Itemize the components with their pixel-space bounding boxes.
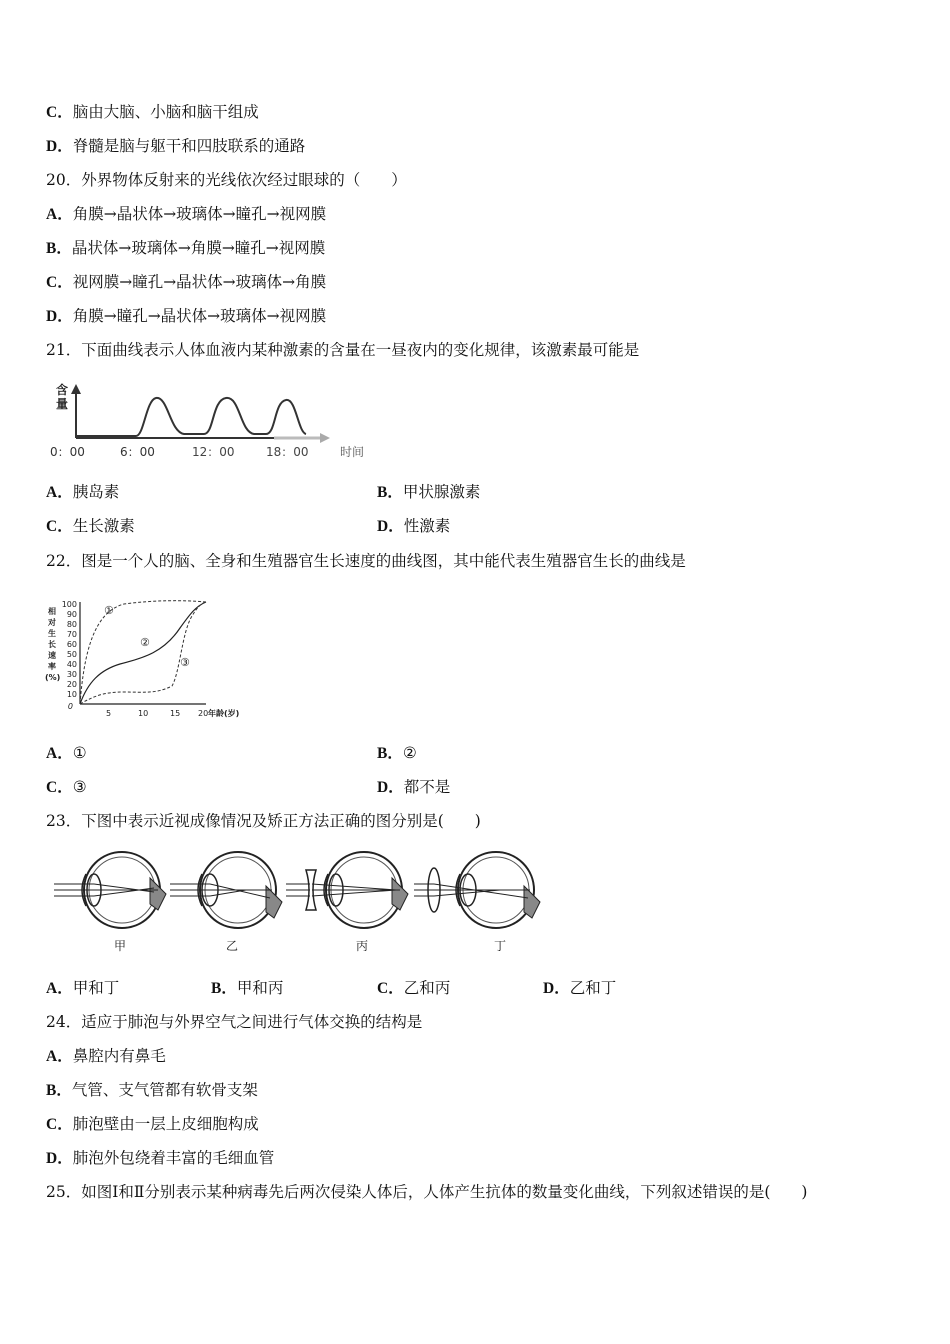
q21-option-d: D．性激素 bbox=[377, 517, 451, 535]
q22-ylabel-char: (%) bbox=[45, 673, 61, 682]
q23-option-a: A．甲和丁 bbox=[46, 979, 120, 997]
q22-option-d: D．都不是 bbox=[377, 778, 451, 796]
q25-stem: 25．如图Ⅰ和Ⅱ分别表示某种病毒先后两次侵染人体后，人体产生抗体的数量变化曲线，下列叙述错误的是( ) bbox=[46, 1183, 808, 1201]
q21-tick-6: 6：00 bbox=[120, 445, 155, 459]
q22-ylabel-char: 相 bbox=[48, 607, 56, 616]
q24-option-a: A．鼻腔内有鼻毛 bbox=[46, 1047, 166, 1065]
q22-xtick: 10 bbox=[138, 709, 149, 718]
q22-ytick: 10 bbox=[66, 690, 77, 699]
q22-curve-1-brain bbox=[80, 601, 206, 704]
q22-xtick: 5 bbox=[106, 709, 112, 718]
q22-ytick: 70 bbox=[66, 630, 77, 639]
q21-xlabel: 时间 bbox=[340, 445, 365, 459]
q22-ytick: 90 bbox=[66, 610, 77, 619]
q22-curve-label-2: ② bbox=[140, 636, 150, 649]
q21-y-arrow bbox=[71, 384, 81, 394]
q22-ytick: 30 bbox=[66, 670, 77, 679]
q22-stem: 22．图是一个人的脑、全身和生殖器官生长速度的曲线图，其中能代表生殖器官生长的曲线是 bbox=[46, 552, 686, 570]
q21-x-arrow bbox=[320, 433, 330, 443]
q22-ylabel-char: 率 bbox=[48, 662, 56, 671]
q22-curve-label-1: ① bbox=[104, 604, 114, 617]
q21-option-c: C．生长激素 bbox=[46, 517, 135, 535]
q22-ytick: 100 bbox=[61, 600, 77, 609]
q22-ylabel-char: 速 bbox=[48, 651, 56, 660]
eye-label-ding: 丁 bbox=[494, 939, 507, 953]
q20-option-b: B．晶状体→玻璃体→角膜→瞳孔→视网膜 bbox=[46, 239, 326, 257]
q22-ytick: 80 bbox=[66, 620, 77, 629]
q22-ylabel-char: 生 bbox=[48, 629, 56, 638]
q21-option-b: B．甲状腺激素 bbox=[377, 483, 481, 501]
q22-ylabel-char: 长 bbox=[48, 640, 56, 649]
q21-ylabel-1: 含 bbox=[56, 383, 69, 397]
q22-curve-3-reproductive bbox=[80, 602, 206, 704]
q23-option-b: B．甲和丙 bbox=[211, 979, 284, 997]
q21-hormone-curve bbox=[76, 398, 306, 436]
q19-option-c: C．脑由大脑、小脑和脑干组成 bbox=[46, 103, 259, 121]
q20-stem: 20．外界物体反射来的光线依次经过眼球的（ ） bbox=[46, 171, 407, 189]
q20-option-a: A．角膜→晶状体→玻璃体→瞳孔→视网膜 bbox=[46, 205, 327, 223]
eye-diagram-bing bbox=[286, 852, 408, 953]
eye-diagram-yi bbox=[170, 852, 282, 953]
eye-label-jia: 甲 bbox=[114, 939, 127, 953]
q22-ytick: 40 bbox=[66, 660, 77, 669]
q19-option-d: D．脊髓是脑与躯干和四肢联系的通路 bbox=[46, 137, 306, 155]
q21-tick-18: 18：00 bbox=[266, 445, 309, 459]
q21-stem: 21．下面曲线表示人体血液内某种激素的含量在一昼夜内的变化规律，该激素最可能是 bbox=[46, 341, 640, 359]
q23-eye-diagrams bbox=[50, 846, 560, 961]
q24-option-b: B．气管、支气管都有软骨支架 bbox=[46, 1081, 258, 1099]
q22-ytick: 60 bbox=[66, 640, 77, 649]
q22-ylabel-char: 对 bbox=[48, 618, 56, 627]
q22-ytick: 50 bbox=[66, 650, 77, 659]
q22-xlabel: 年龄(岁) bbox=[208, 709, 240, 718]
eye-diagram-ding bbox=[414, 852, 540, 953]
q21-option-a: A．胰岛素 bbox=[46, 483, 120, 501]
q22-option-c: C．③ bbox=[46, 778, 87, 796]
q22-ytick: 0 bbox=[67, 702, 73, 711]
q22-option-a: A．① bbox=[46, 744, 87, 762]
q20-option-d: D．角膜→瞳孔→晶状体→玻璃体→视网膜 bbox=[46, 307, 327, 325]
q20-option-c: C．视网膜→瞳孔→晶状体→玻璃体→角膜 bbox=[46, 273, 327, 291]
q21-hormone-chart bbox=[44, 378, 384, 468]
q22-curve-2-body bbox=[80, 602, 206, 704]
q21-tick-12: 12：00 bbox=[192, 445, 235, 459]
q24-option-d: D．肺泡外包绕着丰富的毛细血管 bbox=[46, 1149, 275, 1167]
q21-ylabel-2: 量 bbox=[56, 397, 69, 411]
q22-growth-chart bbox=[44, 592, 264, 722]
eye-label-bing: 丙 bbox=[356, 939, 369, 953]
q23-option-d: D．乙和丁 bbox=[543, 979, 617, 997]
q23-stem: 23．下图中表示近视成像情况及矫正方法正确的图分别是( ) bbox=[46, 812, 481, 830]
q22-xtick: 20 bbox=[198, 709, 209, 718]
q22-curve-label-3: ③ bbox=[180, 656, 190, 669]
eye-diagram-jia bbox=[54, 852, 166, 953]
q22-ytick: 20 bbox=[66, 680, 77, 689]
q21-tick-0: 0：00 bbox=[50, 445, 85, 459]
q24-stem: 24．适应于肺泡与外界空气之间进行气体交换的结构是 bbox=[46, 1013, 423, 1031]
q22-xtick: 15 bbox=[170, 709, 181, 718]
q24-option-c: C．肺泡壁由一层上皮细胞构成 bbox=[46, 1115, 259, 1133]
eye-label-yi: 乙 bbox=[226, 939, 239, 953]
q22-option-b: B．② bbox=[377, 744, 417, 762]
q23-option-c: C．乙和丙 bbox=[377, 979, 451, 997]
